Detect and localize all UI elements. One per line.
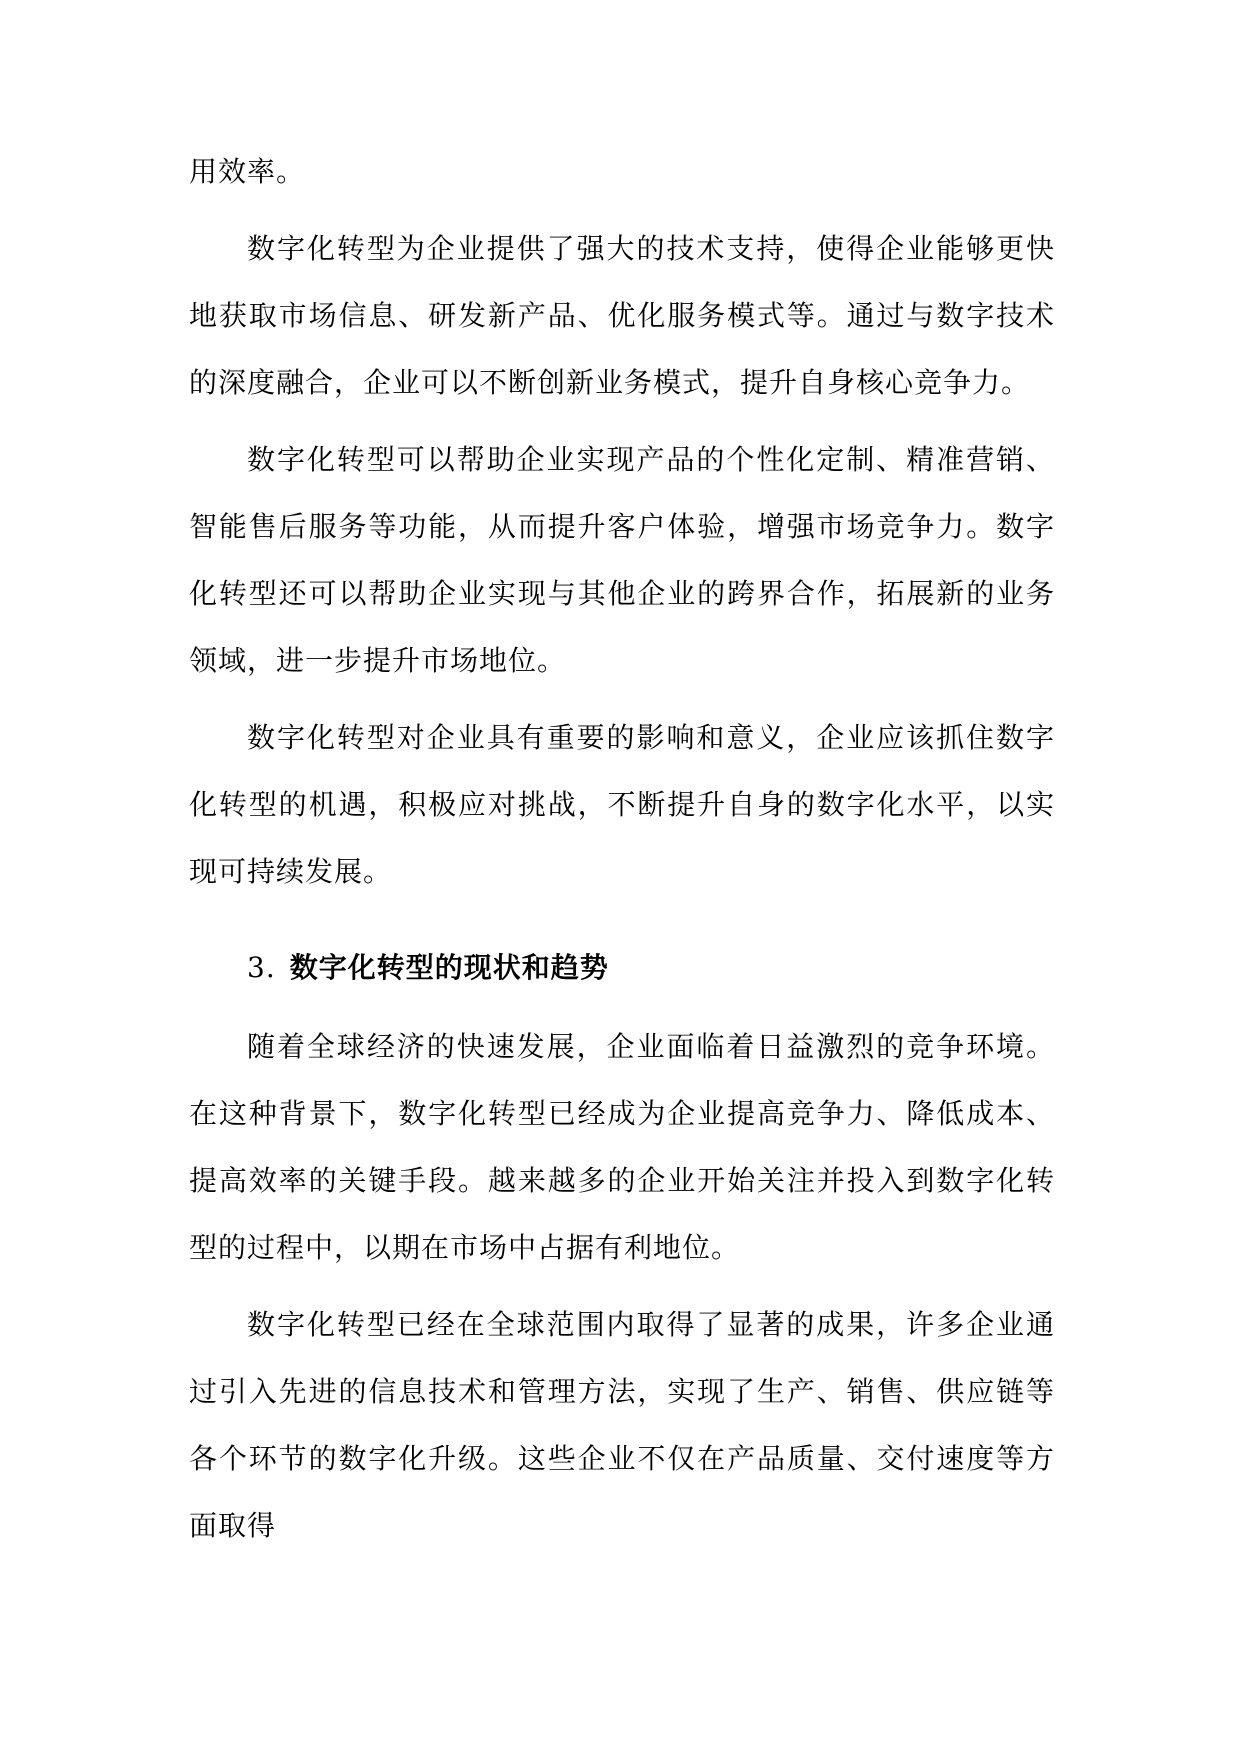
paragraph: 数字化转型对企业具有重要的影响和意义，企业应该抓住数字化转型的机遇，积极应对挑战，不断提升自身的数字化水平，以实现可持续发展。 bbox=[189, 721, 1055, 888]
paragraph: 数字化转型已经在全球范围内取得了显著的成果，许多企业通过引入先进的信息技术和管理方法，实现了生产、销售、供应链等各个环节的数字化升级。这些企业不仅在产品质量、交付速度等方面取得 bbox=[189, 1308, 1055, 1542]
section-number: 3. bbox=[247, 951, 276, 984]
section-heading bbox=[189, 934, 1055, 1001]
document-body bbox=[189, 138, 1055, 1569]
section-title: 数字化转型的现状和趋势 bbox=[289, 951, 609, 984]
paragraph: 随着全球经济的快速发展，企业面临着日益激烈的竞争环境。在这种背景下，数字化转型已经成为企业提高竞争力、降低成本、提高效率的关键手段。越来越多的企业开始关注并投入到数字化转型的过程中，以期在市场中占据有利地位。 bbox=[189, 1030, 1055, 1264]
paragraph-continuation: 用效率。 bbox=[189, 155, 306, 188]
paragraph: 数字化转型为企业提供了强大的技术支持，使得企业能够更快地获取市场信息、研发新产品、优化服务模式等。通过与数字技术的深度融合，企业可以不断创新业务模式，提升自身核心竞争力。 bbox=[189, 232, 1055, 399]
paragraph: 数字化转型可以帮助企业实现产品的个性化定制、精准营销、智能售后服务等功能，从而提升客户体验，增强市场竞争力。数字化转型还可以帮助企业实现与其他企业的跨界合作，拓展新的业务领域，进一步提升市场地位。 bbox=[189, 443, 1055, 677]
